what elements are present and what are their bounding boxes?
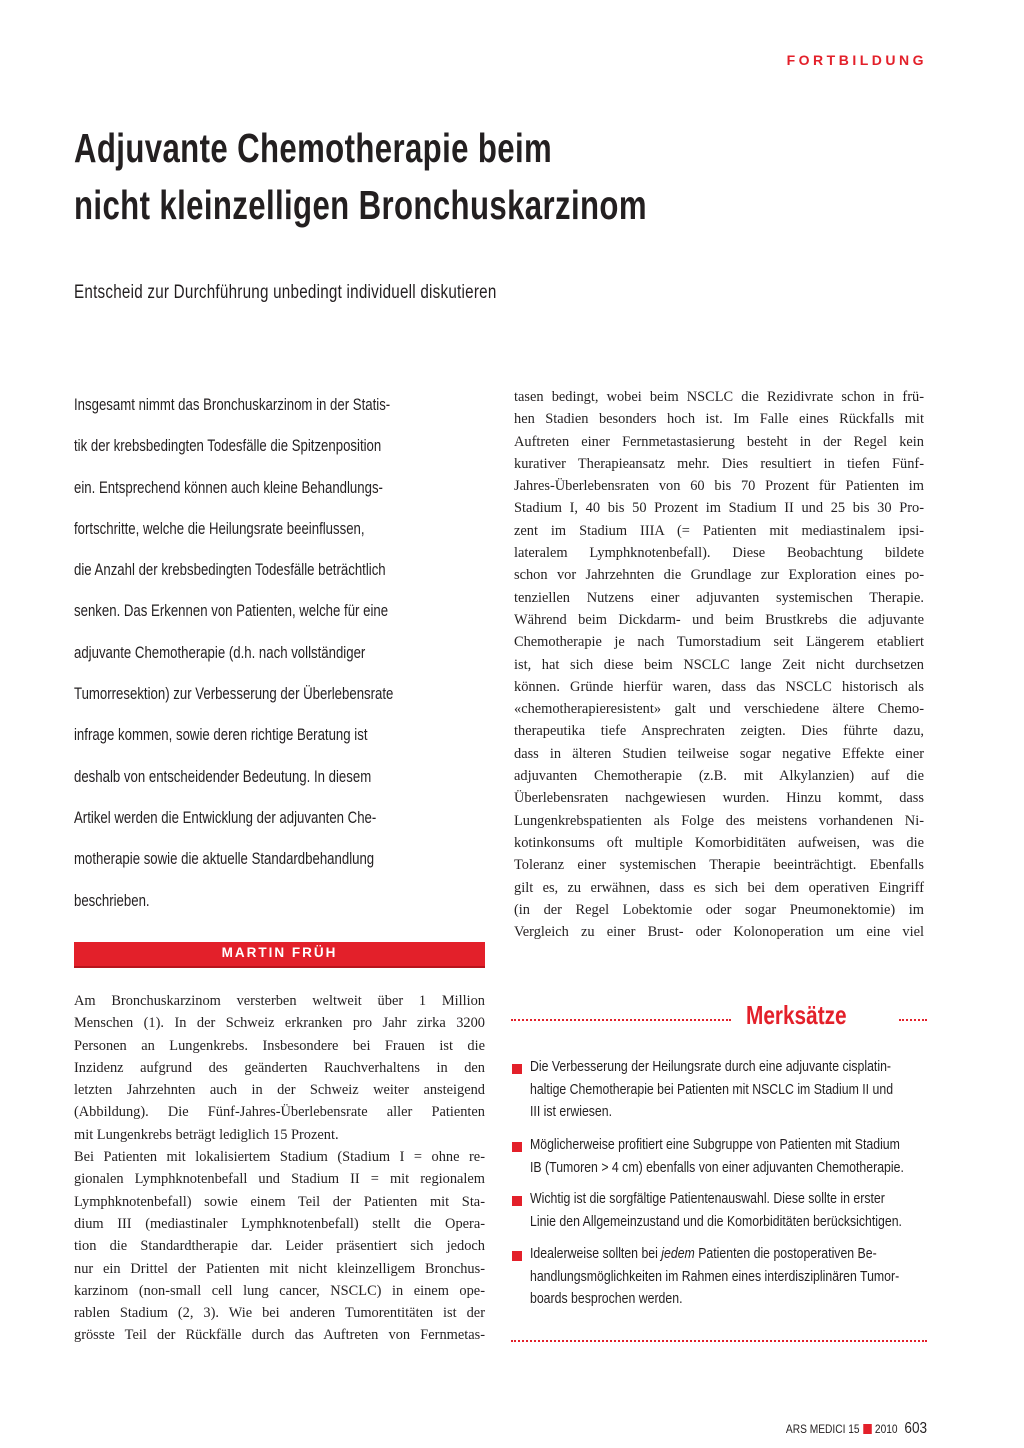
square-separator-icon [863, 1424, 872, 1434]
body-line: tasen bedingt, wobei beim NSCLC die Rezidivrate schon in frü- [514, 389, 924, 405]
lead-line: die Anzahl der krebsbedingten Todesfälle beträchtlich [74, 561, 386, 580]
body-line: können. Gründe hierfür waren, dass das NSCLC historisch als [514, 678, 924, 695]
merksaetze-divider-right [899, 1019, 927, 1021]
body-line: kotinkonsums oft multiple Komorbiditäten aufweisen, was die [514, 834, 924, 851]
body-line: karzinom (non-small cell lung cancer, NSCLC) in einem ope- [74, 1282, 485, 1299]
body-line: gilt es, zu erwähnen, dass es sich bei dem operativen Eingriff [514, 879, 924, 896]
body-line: Bei Patienten mit lokalisiertem Stadium (Stadium I = ohne re- [74, 1149, 485, 1166]
body-line: grösste Teil der Rückfälle durch das Auftreten von Fernmetas- [74, 1327, 485, 1344]
merksatz-text [530, 1243, 924, 1311]
body-column-right [514, 386, 924, 943]
lead-line: motherapie sowie die aktuelle Standardbehandlung [74, 850, 375, 869]
body-line: ist, hat sich diese beim NSCLC lange Zeit nicht durchsetzen [514, 656, 924, 673]
body-line: tenziellen Nutzens einer adjuvanten systemischen Therapie. [514, 589, 924, 606]
square-bullet-icon [512, 1251, 522, 1261]
body-line: (in der Regel Lobektomie oder sogar Pneumonektomie) im [514, 901, 924, 918]
body-line: Toleranz einer systemischen Therapie beeinträchtigt. Ebenfalls [514, 857, 924, 874]
body-column-left [74, 990, 485, 1347]
square-bullet-icon [512, 1142, 522, 1152]
merksatz-line: Linie den Allgemeinzustand und die Komorbiditäten berücksichtigen. [530, 1212, 902, 1230]
body-line: Lungenkrebspatienten als Folge des meistens vorhandenen Ni- [514, 812, 924, 829]
body-line: dass in älteren Studien teilweise sogar negative Effekte einer [514, 745, 924, 762]
merksatz-line: handlungsmöglichkeiten im Rahmen eines interdisziplinären Tumor- [530, 1267, 900, 1285]
square-bullet-icon [512, 1064, 522, 1074]
author-bar [74, 942, 485, 968]
body-line: Überlebensraten nachgewiesen wurden. Hinzu kommt, dass [514, 790, 924, 807]
body-line: Vergleich zu einer Brust- oder Kolonoperation um eine viel [514, 924, 924, 941]
merksatz-text [530, 1188, 924, 1233]
merksatz-line: Wichtig ist die sorgfältige Patientenauswahl. Diese sollte in erster [530, 1190, 885, 1207]
merksatz-text-part: Patienten die postoperativen Be- [698, 1245, 877, 1262]
merksatz-line: haltige Chemotherapie bei Patienten mit NSCLC im Stadium II und [530, 1080, 894, 1098]
merksatz-line: III ist erwiesen. [530, 1103, 613, 1121]
lead-line: fortschritte, welche die Heilungsrate beeinflussen, [74, 519, 365, 538]
body-line: rablen Stadium (2, 3). Wie bei anderen Tumorentitäten ist der [74, 1305, 485, 1322]
body-line: Personen an Lungenkrebs. Insbesondere bei Frauen ist die [74, 1037, 485, 1054]
merksatz-text [530, 1134, 924, 1179]
body-line: Auftreten einer Fernmetastasierung besteht in der Regel kein [514, 433, 924, 450]
body-line: mit Lungenkrebs beträgt lediglich 15 Prozent. [74, 1126, 339, 1143]
merksatz-line: boards besprochen werden. [530, 1290, 683, 1308]
merksaetze-divider-left [511, 1019, 731, 1021]
lead-line: senken. Das Erkennen von Patienten, welche für eine [74, 602, 389, 621]
merksatz-line: Möglicherweise profitiert eine Subgruppe von Patienten mit Stadium [530, 1136, 900, 1153]
body-line: Am Bronchuskarzinom versterben weltweit über 1 Million [74, 993, 485, 1009]
merksatz-line [530, 1243, 924, 1266]
body-line: schon vor Jahrzehnten die Grundlage zur Exploration eines po- [514, 567, 924, 584]
page-number: 603 [904, 1420, 927, 1437]
merksatz-text [530, 1056, 924, 1124]
body-line: «chemotherapieresistent» galt und verschiedene ältere Chemo- [514, 701, 924, 718]
body-line: dium III (mediastinaler Lymphknotenbefall) stellt die Opera- [74, 1215, 485, 1232]
lead-line: beschrieben. [74, 891, 150, 910]
lead-line: tik der krebsbedingten Todesfälle die Spitzenposition [74, 437, 382, 456]
body-line: therapeutika tiefe Ansprechraten zeigten. Dies führte dazu, [514, 723, 924, 740]
body-line: Menschen (1). In der Schweiz erkranken pro Jahr zirka 3200 [74, 1015, 485, 1032]
title-line: Adjuvante Chemotherapie beim [74, 125, 553, 171]
square-bullet-icon [512, 1196, 522, 1206]
body-line: Stadium I, 40 bis 50 Prozent im Stadium II und 25 bis 30 Pro- [514, 500, 924, 517]
title-line: nicht kleinzelligen Bronchuskarzinom [74, 182, 647, 228]
merksatz-line: Die Verbesserung der Heilungsrate durch eine adjuvante cisplatin- [530, 1058, 892, 1075]
body-line: gionalen Lymphknotenbefall und Stadium II = mit regionalem [74, 1171, 485, 1188]
merksaetze-title: Merksätze [746, 1000, 847, 1030]
body-line: Während beim Dickdarm- und beim Brustkrebs die adjuvante [514, 611, 924, 628]
body-line: kurativer Therapieansatz mehr. Dies resultiert in tiefen Fünf- [514, 455, 924, 472]
body-line: lateralem Lymphknotenbefall). Diese Beobachtung bildete [514, 545, 924, 562]
body-line: hen Stadien besonders hoch ist. Im Falle eines Rückfalls mit [514, 411, 924, 428]
merksatz-text-part: Idealerweise sollten bei [530, 1245, 658, 1262]
body-line: (Abbildung). Die Fünf-Jahres-Überlebensrate aller Patienten [74, 1104, 485, 1121]
merksaetze-divider-bottom [511, 1340, 927, 1342]
body-line: Chemotherapie je nach Tumorstadium seit Längerem etabliert [514, 634, 924, 651]
author-name: MARTIN FRÜH [221, 945, 338, 960]
lead-line: deshalb von entscheidender Bedeutung. In diesem [74, 767, 372, 786]
body-line: nur ein Drittel der Patienten mit nicht kleinzelligem Bronchus- [74, 1260, 485, 1277]
lead-line: Insgesamt nimmt das Bronchuskarzinom in der Statis- [74, 396, 391, 414]
journal-name: ARS MEDICI 15 [785, 1422, 860, 1436]
lead-line: ein. Entsprechend können auch kleine Behandlungs- [74, 478, 383, 497]
section-label: FORTBILDUNG [786, 52, 927, 68]
lead-line: infrage kommen, sowie deren richtige Beratung ist [74, 726, 368, 745]
body-line: Lymphknotenbefall) sowie einem Teil der Patienten mit Sta- [74, 1193, 485, 1210]
lead-paragraph [74, 385, 482, 922]
merksatz-line: IB (Tumoren > 4 cm) ebenfalls von einer adjuvanten Chemotherapie. [530, 1158, 904, 1176]
body-line: adjuvanten Chemotherapie (z.B. mit Alkylanzien) auf die [514, 768, 924, 785]
publication-year: 2010 [874, 1422, 898, 1436]
article-title [74, 120, 743, 234]
lead-line: adjuvante Chemotherapie (d.h. nach vollständiger [74, 643, 366, 662]
emphasis-text: jedem [661, 1245, 695, 1262]
body-line: Jahres-Überlebensraten von 60 bis 70 Prozent für Patienten im [514, 478, 924, 495]
lead-line: Tumorresektion) zur Verbesserung der Überlebensrate [74, 685, 394, 704]
body-line: zent im Stadium IIIA (= Patienten mit mediastinalem ipsi- [514, 522, 924, 539]
article-subtitle: Entscheid zur Durchführung unbedingt individuell diskutieren [74, 282, 497, 303]
page-footer [786, 1420, 927, 1438]
body-line: Inzidenz aufgrund des geänderten Rauchverhaltens in den [74, 1059, 485, 1076]
body-line: letzten Jahrzehnten auch in der Schweiz weiter ansteigend [74, 1082, 485, 1099]
body-line: tion die Standardtherapie dar. Leider präsentiert sich jedoch [74, 1238, 485, 1255]
lead-line: Artikel werden die Entwicklung der adjuvanten Che- [74, 808, 377, 827]
